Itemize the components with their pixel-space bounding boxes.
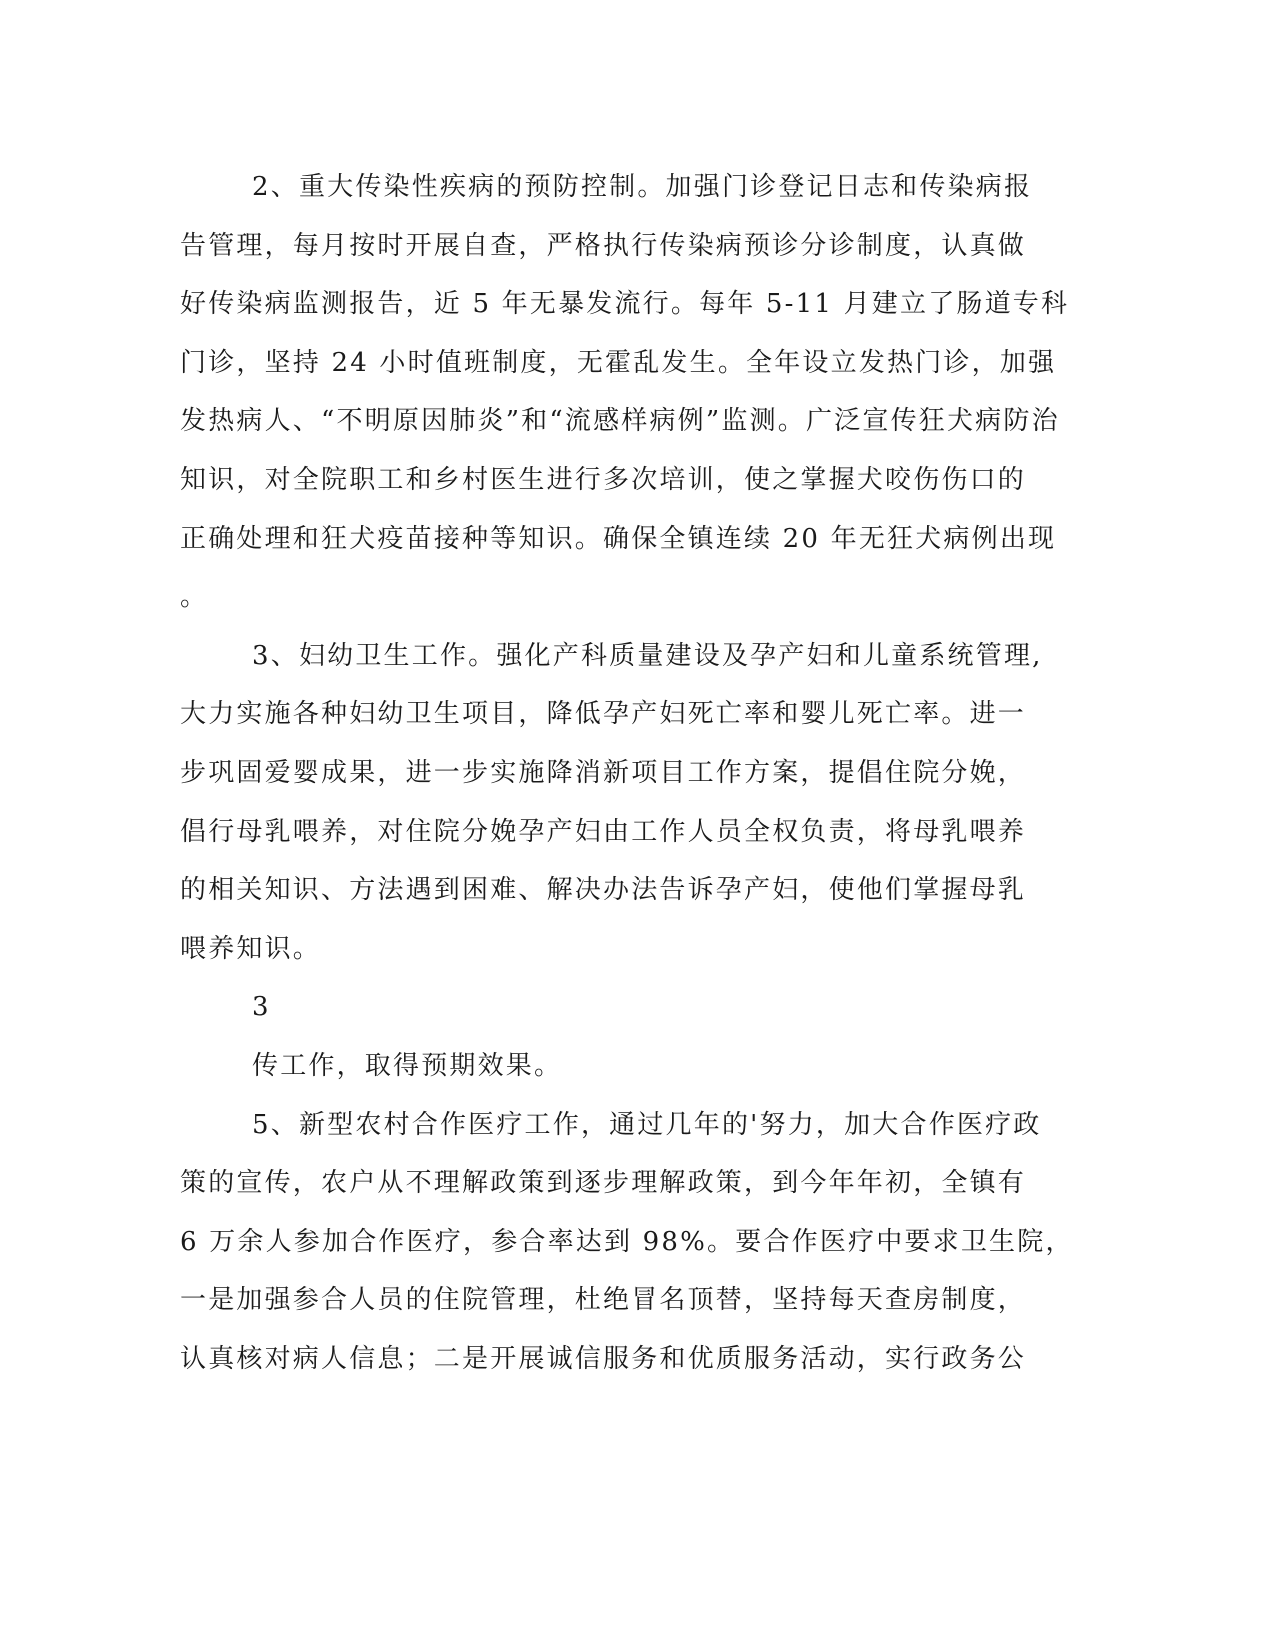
paragraph-5-line-4: 一是加强参合人员的住院管理，杜绝冒名顶替，坚持每天查房制度， (180, 1285, 1027, 1316)
paragraph-2-line-2: 告管理，每月按时开展自查，严格执行传染病预诊分诊制度，认真做 (180, 230, 1027, 261)
paragraph-5-line-2: 策的宣传，农户从不理解政策到逐步理解政策，到今年年初，全镇有 (180, 1168, 1027, 1199)
paragraph-3-line-1: 3、妇幼卫生工作。强化产科质量建设及孕产妇和儿童系统管理, (252, 640, 1043, 671)
paragraph-3-line-4: 倡行母乳喂养，对住院分娩孕产妇由工作人员全权负责，将母乳喂养 (180, 816, 1027, 847)
paragraph-3-line-2: 大力实施各种妇幼卫生项目，降低孕产妇死亡率和婴儿死亡率。进一 (180, 699, 1027, 730)
paragraph-2-line-5: 发热病人、“不明原因肺炎”和“流感样病例”监测。广泛宣传狂犬病防治 (180, 406, 1060, 437)
paragraph-2-line-1: 2、重大传染性疾病的预防控制。加强门诊登记日志和传染病报 (252, 172, 1033, 202)
paragraph-2-line-7: 正确处理和狂犬疫苗接种等知识。确保全镇连续 20 年无狂犬病例出现 (180, 523, 1057, 554)
paragraph-3-line-3: 步巩固爱婴成果，进一步实施降消新项目工作方案，提倡住院分娩， (180, 757, 1027, 788)
fragment-number: 3 (252, 992, 271, 1023)
paragraph-3-line-5: 的相关知识、方法遇到困难、解决办法告诉孕产妇，使他们掌握母乳 (180, 875, 1027, 906)
fragment-line: 传工作，取得预期效果。 (252, 1050, 563, 1081)
paragraph-2-line-6: 知识，对全院职工和乡村医生进行多次培训，使之掌握犬咬伤伤口的 (180, 464, 1027, 495)
paragraph-5-line-3: 6 万余人参加合作医疗，参合率达到 98%。要合作医疗中要求卫生院， (180, 1226, 1074, 1257)
body-text (180, 158, 1074, 1388)
paragraph-5-line-5: 认真核对病人信息；二是开展诚信服务和优质服务活动，实行政务公 (180, 1343, 1027, 1374)
paragraph-3-line-6: 喂养知识。 (180, 933, 322, 964)
paragraph-5-line-1: 5、新型农村合作医疗工作，通过几年的'努力，加大合作医疗政 (252, 1109, 1042, 1140)
paragraph-2-line-8: 。 (180, 582, 209, 613)
paragraph-2-line-3: 好传染病监测报告，近 5 年无暴发流行。每年 5-11 月建立了肠道专科 (180, 289, 1070, 320)
paragraph-2-line-4: 门诊，坚持 24 小时值班制度，无霍乱发生。全年设立发热门诊，加强 (180, 347, 1057, 378)
